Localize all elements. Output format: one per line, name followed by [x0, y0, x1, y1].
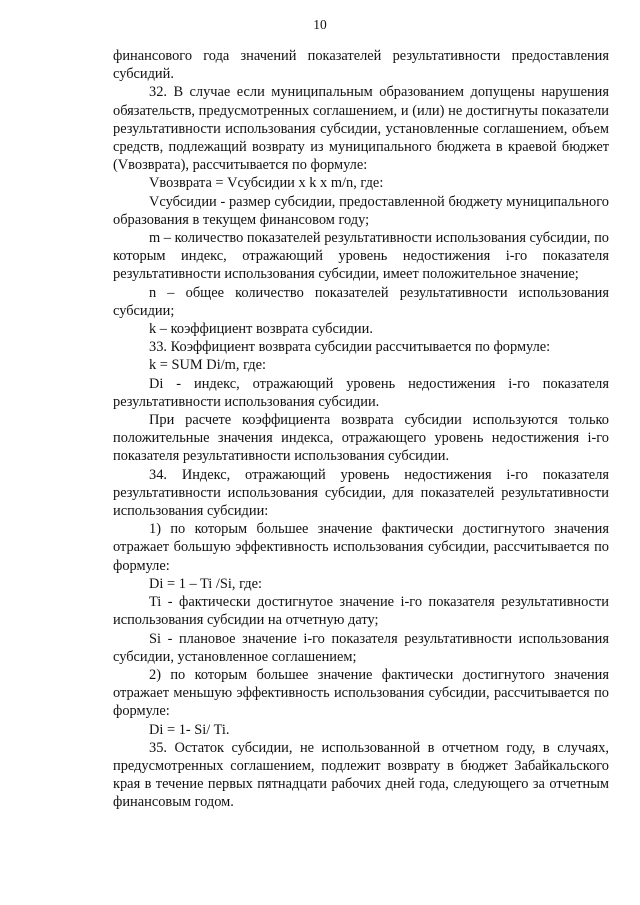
definition-ti: Ti - фактически достигнутое значение i-го показателя результативности использования субсидии на отчетную дату;: [113, 594, 609, 629]
definition-n: n – общее количество показателей результативности использования субсидии;: [113, 284, 609, 319]
paragraph-33: 33. Коэффициент возврата субсидии рассчитывается по формуле:: [149, 339, 551, 356]
formula-di-2: Di = 1- Si/ Ti.: [149, 721, 230, 738]
paragraph-positive-values: При расчете коэффициента возврата субсидии используются только положительные значения индекса, отражающего уровень недостижения i-го показателя результативности использования субсидии.: [113, 412, 609, 465]
formula-di-1: Di = 1 – Ti /Si, где:: [149, 575, 262, 592]
case-2: 2) по которым большее значение фактически достигнутого значения отражает меньшую эффективность использования субсидии, рассчитывается по формуле:: [113, 666, 609, 720]
paragraph-34: 34. Индекс, отражающий уровень недостижения i-го показателя результативности использования субсидии, для показателей результативности использования субсидии:: [113, 466, 609, 520]
formula-k: k = SUM Di/m, где:: [149, 357, 266, 374]
definition-di: Di - индекс, отражающий уровень недостижения i-го показателя результативности использования субсидии.: [113, 375, 609, 410]
paragraph-35: 35. Остаток субсидии, не использованной в отчетном году, в случаях, предусмотренных соглашением, подлежит возврату в бюджет Забайкальского края в течение первых пятнадцати рабочих дней года, следующего за отчетным финансовым годом.: [113, 739, 609, 811]
document-body: [113, 47, 609, 812]
formula-v-return: Vвозврата = Vсубсидии х k х m/n, где:: [149, 175, 384, 192]
definition-v-subsidy: Vсубсидии - размер субсидии, предоставленной бюджету муниципального образования в текущем финансовом году;: [113, 193, 609, 228]
definition-m: m – количество показателей результативности использования субсидии, по которым индекс, отражающий уровень недостижения i-го показателя результативности использования субсидии, имеет положительное значение;: [113, 230, 609, 283]
definition-si: Si - плановое значение i-го показателя результативности использования субсидии, установленное соглашением;: [113, 630, 609, 665]
page-number: 10: [313, 17, 327, 32]
paragraph-continuation: финансового года значений показателей результативности предоставления субсидий.: [113, 48, 609, 83]
paragraph-32: 32. В случае если муниципальным образованием допущены нарушения обязательств, предусмотренных соглашением, и (или) не достигнуты показатели результативности использования субсидии, установленные соглашением, объем средств, подлежащий возврату из муниципального бюджета в краевой бюджет (Vвозврата), рассчитывается по формуле:: [113, 84, 609, 174]
case-1: 1) по которым большее значение фактически достигнутого значения отражает большую эффективность использования субсидии, рассчитывается по формуле:: [113, 521, 609, 574]
definition-k: k – коэффициент возврата субсидии.: [149, 321, 373, 338]
